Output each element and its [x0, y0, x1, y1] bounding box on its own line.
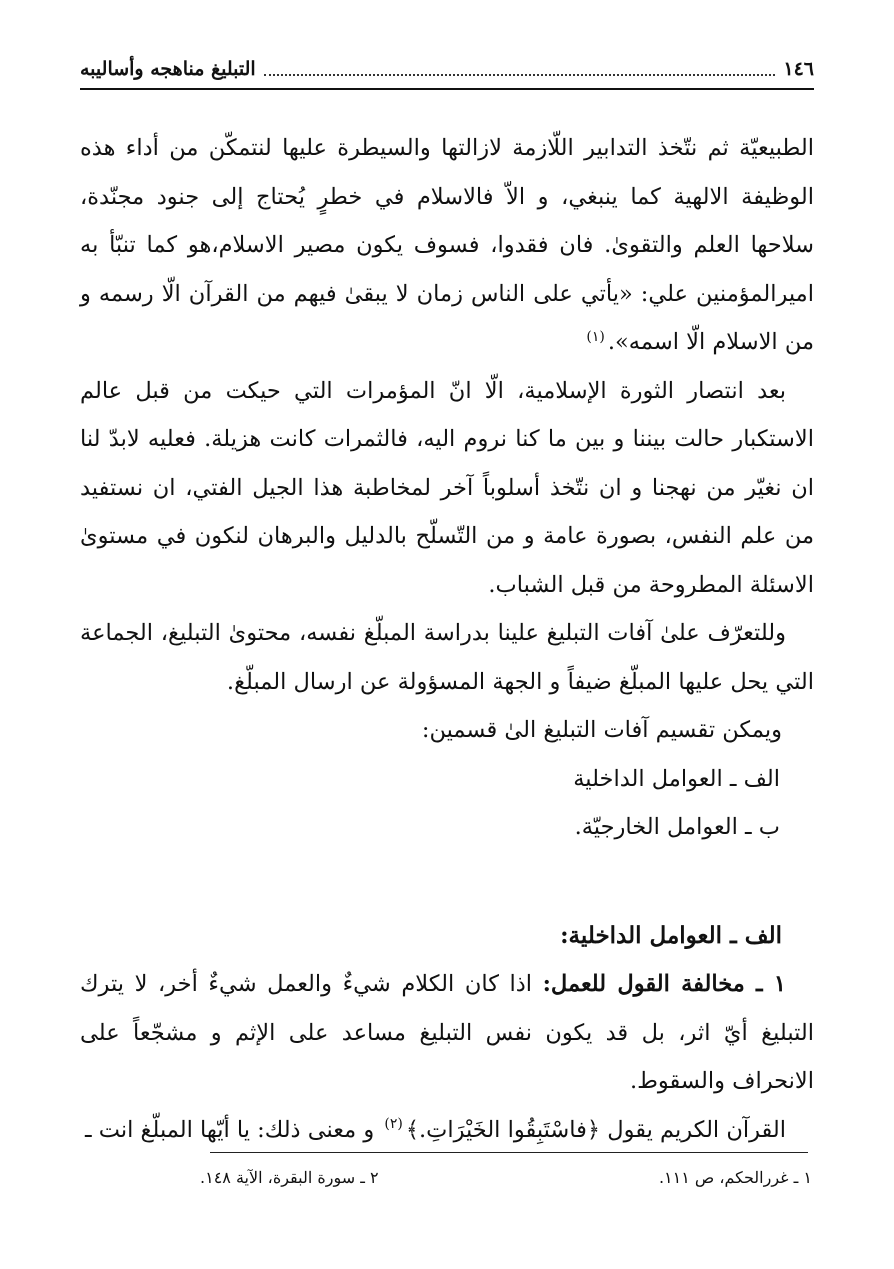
page-number: ١٤٦ [783, 58, 814, 80]
footnote-1: ١ ـ غررالحكم، ص ١١١. [658, 1168, 812, 1187]
section-heading: الف ـ العوامل الداخلية: [560, 921, 782, 949]
running-header [80, 52, 814, 86]
list-item: الف ـ العوامل الداخلية [573, 765, 780, 792]
body-text [80, 124, 814, 1154]
running-title: التبليغ مناهجه وأساليبه [80, 58, 256, 80]
paragraph: ١ ـ مخالفة القول للعمل: اذا كان الكلام شيءٌ والعمل شيءٌ أخر، لا يترك التبليغ أيّ اثر، بل قد يكون نفس التبليغ مساعد على الإثم و مشجّعاً على الانحراف والسقوط. [80, 971, 814, 1094]
paragraph: الطبيعيّة ثم نتّخذ التدابير اللّازمة لازالتها والسيطرة عليها لنتمكّن من أداء هذه الوظيفة الالهية كما ينبغي، و الاّ فالاسلام في خطرٍ يُحتاج إلى جنود مجنّدة، سلاحها العلم والتقوىٰ. فان فقدوا، فسوف يكون مصير الاسلام،هو كما تنبّأ به اميرالمؤمنين علي: «يأتي على الناس زمان لا يبقىٰ فيهم من القرآن الّا رسمه و من الاسلام الّا اسمه».$^{(١)}$ [80, 135, 814, 355]
paragraph: ويمكن تقسيم آفات التبليغ الىٰ قسمين: [421, 717, 782, 743]
header-rule [80, 88, 814, 90]
paragraph: وللتعرّف علىٰ آفات التبليغ علينا بدراسة المبلّغ نفسه، محتوىٰ التبليغ، الجماعة التي يحل عليها المبلّغ ضيفاً و الجهة المسؤولة عن ارسال المبلّغ. [80, 620, 814, 695]
footnote-rule [210, 1152, 808, 1153]
leader-dots [264, 74, 776, 76]
paragraph: القرآن الكريم يقول ﴿فاسْتَبِقُوا الخَيْرَاتِ.﴾$^{(٢)}$ و معنى ذلك: يا أيّها المبلّغ انت ـ [85, 1116, 786, 1143]
subheading-lead: ١ ـ مخالفة القول للعمل: [542, 971, 786, 997]
paragraph: بعد انتصار الثورة الإسلامية، الّا انّ المؤمرات التي حيكت من قبل عالم الاستكبار حالت بيننا و بين ما كنا نروم اليه، فالثمرات كانت هزيلة. فعليه لابدّ لنا ان نغيّر من نهجنا و ان نتّخذ أسلوباً آخر لمخاطبة هذا الجيل الفتي، ان نستفيد من علم النفس، بصورة عامة و من التّسلّح بالدليل والبرهان لنكون في مستوىٰ الاسئلة المطروحة من قبل الشباب. [80, 377, 814, 598]
footnote-2: ٢ ـ سورة البقرة، الآية ١٤٨. [200, 1168, 379, 1187]
list-item: ب ـ العوامل الخارجيّة. [574, 814, 780, 840]
footnote-ref: (١) [586, 328, 605, 345]
spacer [80, 852, 814, 912]
footnotes [200, 1168, 812, 1187]
footnote-ref: (٢) [384, 1116, 403, 1132]
